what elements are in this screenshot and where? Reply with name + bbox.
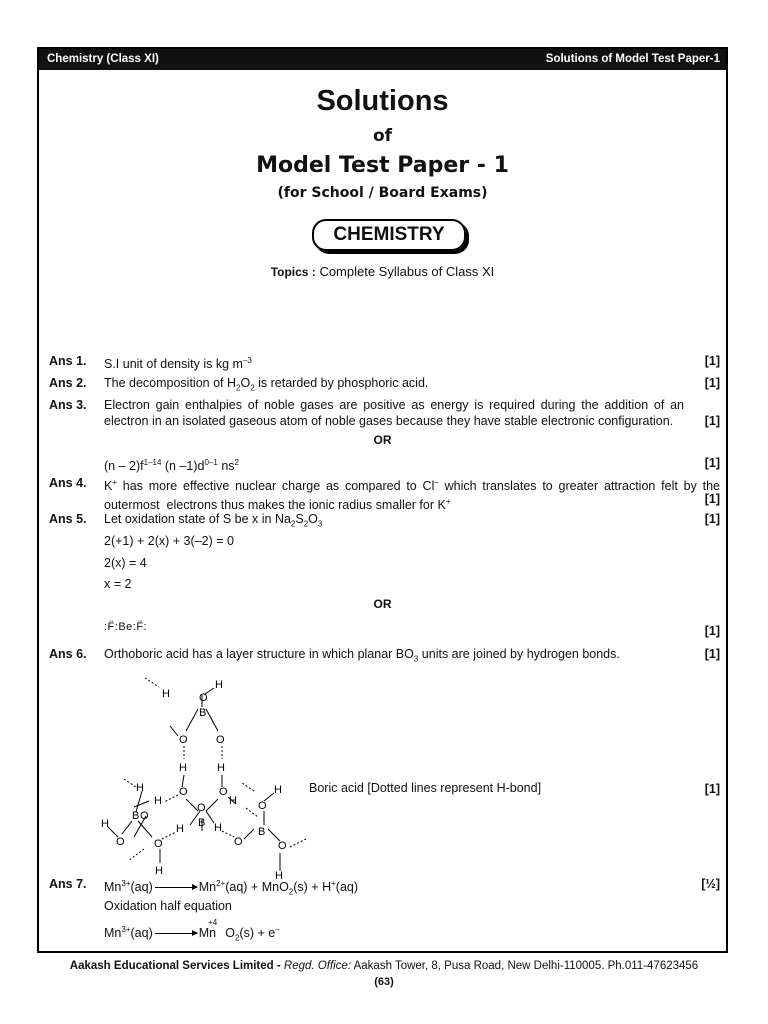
footer	[0, 960, 768, 972]
answer-3	[49, 397, 720, 431]
svg-text:H: H	[179, 762, 187, 774]
topics-line	[39, 264, 726, 279]
answer-text: Electron gain enthalpies of noble gases are positive as energy is required during the addition of an electron in an isolated gaseous atom of noble gases because they have stable electronic configuration.	[104, 398, 684, 428]
answer-text: K+ has more effective nuclear charge as compared to Cl– which translates to greater attraction felt by the outermost electrons thus makes the ionic radius smaller for K+	[104, 478, 720, 513]
boric-acid-caption: Boric acid [Dotted lines represent H-bond]	[309, 781, 542, 795]
topics-label: Topics :	[270, 265, 316, 279]
svg-text:H: H	[229, 795, 237, 807]
footer-office-label: Regd. Office:	[283, 960, 352, 972]
page-number: (63)	[374, 976, 394, 988]
answer-text: S.I unit of density is kg $m^{-3}$	[104, 356, 252, 372]
svg-text:H: H	[162, 688, 170, 700]
marks: [1]	[704, 492, 720, 506]
svg-text:H: H	[274, 784, 282, 796]
equation-line: 2(x) = 4	[104, 556, 147, 570]
answer-number: Ans 4.	[49, 476, 87, 490]
svg-text:O: O	[179, 786, 188, 798]
svg-text:O: O	[154, 838, 163, 850]
half-equation-label: Oxidation half equation	[104, 899, 232, 913]
oxidation-half-equation: $Mn^{3+}(aq) Mn^{+4}O_2(s) + e^-$	[104, 918, 280, 943]
answer-number: Ans 7.	[49, 877, 87, 891]
svg-text:H: H	[101, 818, 109, 830]
svg-text:H: H	[136, 782, 144, 794]
electronic-configuration: $(n - 2)f^{1-14}$ (n $-1)d^{0-1}$ $ns^2$	[104, 458, 239, 474]
svg-text:O: O	[197, 802, 206, 814]
title-of: of	[372, 126, 393, 146]
subject-badge: CHEMISTRY	[312, 219, 466, 251]
reaction-equation: $Mn^{3+}(aq) Mn^{2+}(aq) + MnO_2(s) + H^+(aq)$	[104, 879, 359, 897]
marks: [1]	[704, 647, 720, 661]
marks: [1]	[704, 456, 720, 470]
answer-number: Ans 1.	[49, 354, 87, 368]
svg-text:H: H	[154, 795, 162, 807]
marks: [1]	[704, 354, 720, 368]
title-exams: (for School / Board Exams)	[277, 185, 488, 201]
running-header	[39, 49, 726, 70]
answer-number: Ans 3.	[49, 398, 87, 412]
or-divider: OR	[373, 433, 392, 447]
marks: [1]	[704, 414, 720, 428]
marks: [1]	[704, 782, 720, 796]
svg-text:O: O	[216, 734, 225, 746]
footer-address: Aakash Tower, 8, Pusa Road, New Delhi-110005. Ph.011-47623456	[353, 960, 699, 972]
svg-text:O: O	[179, 734, 188, 746]
answer-number: Ans 5.	[49, 512, 87, 526]
title-model-test: Model Test Paper - 1	[256, 153, 509, 178]
page-frame	[37, 47, 728, 953]
topics-value: Complete Syllabus of Class XI	[319, 264, 495, 279]
marks: [1]	[704, 624, 720, 638]
equation-line: 2(+1) + 2(x) + 3(–2) = 0	[104, 534, 234, 548]
svg-text:H: H	[275, 870, 283, 882]
or-divider: OR	[373, 597, 392, 611]
svg-text:O: O	[140, 810, 149, 822]
header-right: Solutions of Model Test Paper-1	[545, 53, 720, 65]
title-solutions: Solutions	[316, 85, 449, 117]
svg-text:O: O	[258, 800, 267, 812]
answer-4	[49, 475, 720, 513]
answer-number: Ans 6.	[49, 647, 87, 661]
svg-text:H: H	[155, 865, 163, 877]
header-left: Chemistry (Class XI)	[47, 53, 159, 65]
footer-company: Aakash Educational Services Limited -	[69, 960, 281, 972]
answer-text: The decomposition of $H_2O_2$ is retarded by phosphoric acid.	[104, 376, 429, 393]
svg-text:H: H	[176, 823, 184, 835]
svg-text:H: H	[214, 822, 222, 834]
svg-text:B: B	[198, 817, 206, 829]
svg-text:O: O	[278, 840, 287, 852]
marks: [1]	[704, 512, 720, 526]
svg-text:O: O	[234, 836, 243, 848]
svg-text:O: O	[116, 836, 125, 848]
answer-text: Orthoboric acid has a layer structure in which planar $BO_3$ units are joined by hydrogen bonds.	[104, 647, 620, 664]
svg-text:H: H	[215, 679, 223, 691]
svg-text:B: B	[258, 826, 266, 838]
svg-text:H: H	[217, 762, 225, 774]
lewis-structure-bef2: :F̈:Be:F̈:	[104, 621, 148, 633]
answer-number: Ans 2.	[49, 376, 87, 390]
equation-line: x = 2	[104, 577, 132, 591]
svg-text:O: O	[199, 692, 208, 704]
svg-text:B: B	[132, 810, 140, 822]
marks: [½]	[701, 877, 720, 891]
answer-text: Let oxidation state of S be x in $Na_2S_2O_3$	[104, 512, 323, 529]
marks: [1]	[704, 376, 720, 390]
svg-text:O: O	[219, 786, 228, 798]
svg-text:B: B	[199, 707, 207, 719]
